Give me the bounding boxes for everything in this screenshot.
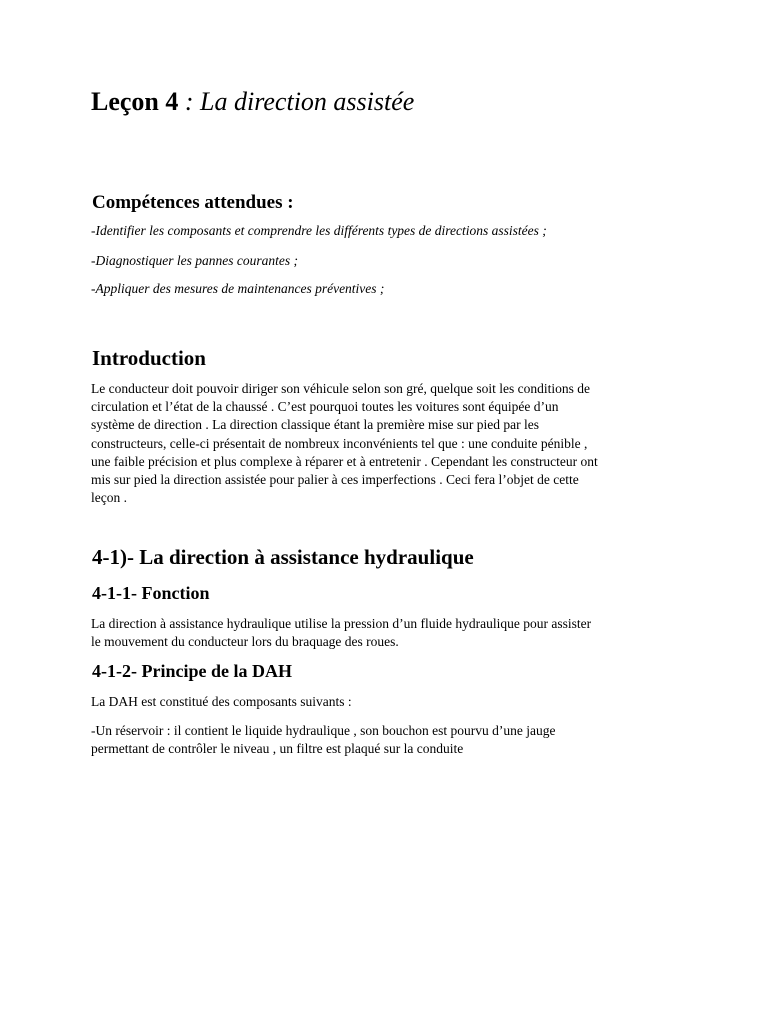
paragraph-line: une faible précision et plus complexe à réparer et à entretenir . Cependant les constructeur ont [91,453,598,469]
paragraph-line: permettant de contrôler le niveau , un filtre est plaqué sur la conduite [91,741,464,757]
competence-item: -Identifier les composants et comprendre les différents types de directions assistées ; [91,223,547,238]
fonction-paragraph [91,615,591,651]
paragraph-line: La direction à assistance hydraulique utilise la pression d’un fluide hydraulique pour assister [91,616,592,631]
subsection-heading-principe: 4-1-2- Principe de la DAH [92,661,292,681]
paragraph-line: Le conducteur doit pouvoir diriger son véhicule selon son gré, quelque soit les conditions de [91,381,591,396]
paragraph-line: le mouvement du conducteur lors du braquage des roues. [91,634,399,650]
competences-heading: Compétences attendues : [92,192,294,213]
lesson-title [91,84,414,120]
paragraph-line: leçon . [91,490,127,506]
principe-intro: La DAH est constitué des composants suivants : [91,694,352,709]
competence-item: -Diagnostiquer les pannes courantes ; [91,253,298,268]
section-heading: 4-1)- La direction à assistance hydraulique [92,545,474,569]
lesson-title-subject: : La direction assistée [178,87,415,116]
lesson-title-number: Leçon 4 [91,87,179,116]
introduction-heading: Introduction [92,346,206,370]
paragraph-line: circulation et l’état de la chaussé . C’est pourquoi toutes les voitures sont équipée d’un [91,399,559,415]
subsection-heading-fonction: 4-1-1- Fonction [92,583,210,603]
paragraph-line: -Un réservoir : il contient le liquide hydraulique , son bouchon est pourvu d’une jauge [91,723,556,738]
introduction-paragraph [91,380,598,507]
reservoir-paragraph [91,722,556,758]
paragraph-line: constructeurs, celle-ci présentait de nombreux inconvénients tel que : une conduite pénible , [91,435,588,451]
paragraph-line: mis sur pied la direction assistée pour palier à ces imperfections . Ceci fera l’objet de cette [91,472,579,488]
competence-item: -Appliquer des mesures de maintenances préventives ; [91,281,385,296]
paragraph-line: système de direction . La direction classique étant la première mise sur pied par les [91,417,539,433]
